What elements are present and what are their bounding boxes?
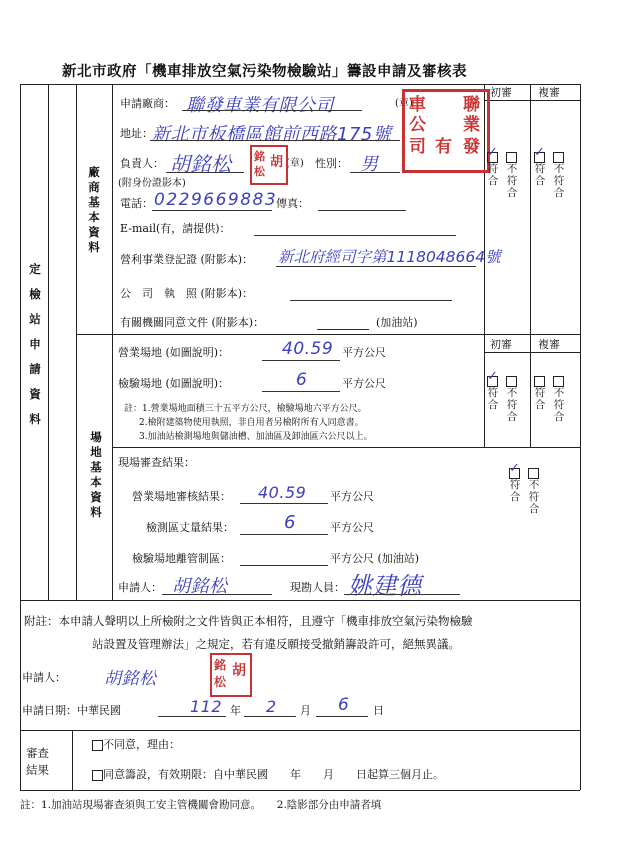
form-title: 新北市政府「機車排放空氣污染物檢驗站」籌設申請及審核表 bbox=[62, 63, 467, 80]
underline bbox=[150, 140, 400, 141]
review-first-header: 初審 bbox=[490, 338, 512, 351]
date-day-unit: 日 bbox=[373, 704, 384, 717]
gender-label: 性別： bbox=[315, 157, 348, 170]
column-divider bbox=[72, 730, 73, 790]
inspector-label: 現勘人員： bbox=[290, 581, 345, 594]
site-second-fail-checkbox[interactable]: 不 符 合 bbox=[553, 376, 565, 423]
inspection-fail-checkbox[interactable]: 不 符 合 bbox=[528, 468, 540, 515]
site-note-2: 2.檢附建築物使用執照，非自用者另檢附所有人同意書。 bbox=[139, 418, 364, 428]
underline bbox=[158, 716, 226, 717]
unit-label: 平方公尺 bbox=[330, 521, 374, 534]
biz-check-value: 40.59 bbox=[258, 483, 307, 502]
column-divider bbox=[112, 84, 113, 600]
site-note-1: 註：1.營業場地面積三十五平方公尺，檢驗場地六平方公尺。 bbox=[124, 404, 367, 414]
vendor-name-label: 申請廠商： bbox=[120, 97, 175, 110]
site-applicant-label: 申請人： bbox=[118, 581, 162, 594]
underline bbox=[152, 210, 272, 211]
inspection-label: 現場審查結果： bbox=[118, 456, 195, 469]
review-column-divider bbox=[530, 84, 531, 334]
underline bbox=[182, 110, 362, 111]
underline bbox=[162, 594, 272, 595]
test-check-value: 6 bbox=[284, 512, 296, 533]
underline bbox=[290, 300, 452, 301]
site-applicant-value: 胡銘松 bbox=[172, 576, 228, 597]
phone-value: 0229669883 bbox=[154, 190, 278, 210]
review-result-label: 審查 結果 bbox=[26, 746, 49, 777]
column-divider bbox=[48, 84, 49, 600]
declaration-applicant-value: 胡銘松 bbox=[104, 669, 157, 689]
distance-label: 檢驗場地離管制區： bbox=[132, 552, 231, 565]
underline bbox=[262, 360, 340, 361]
underline bbox=[344, 594, 460, 595]
review-column-divider bbox=[484, 334, 485, 447]
vendor-name-value: 聯發車業有限公司 bbox=[186, 95, 334, 116]
underline bbox=[240, 534, 328, 535]
date-month-value: 2 bbox=[266, 697, 277, 716]
profit-label: 營利事業登記證 (附影本)： bbox=[120, 253, 254, 266]
biz-area-value: 40.59 bbox=[282, 339, 334, 359]
consent-suffix: (加油站) bbox=[376, 316, 418, 329]
site-note-3: 3.加油站檢測場地與儲油槽、加油區及卸油區六公尺以上。 bbox=[139, 432, 373, 442]
table-bottom-border bbox=[20, 790, 580, 791]
biz-check-label: 營業場地審核結果： bbox=[132, 490, 231, 503]
address-label: 地址： bbox=[120, 127, 153, 140]
declaration-line-1: 附註：本申請人聲明以上所檢附之文件皆與正本相符，且遵守「機車排放空氣污染物檢驗 bbox=[24, 614, 473, 628]
review-header-line bbox=[484, 352, 580, 353]
column-divider bbox=[76, 84, 77, 600]
consent-label: 有關機關同意文件 (附影本)： bbox=[120, 316, 265, 329]
seal-label: (章) bbox=[395, 98, 413, 109]
phone-label: 電話： bbox=[120, 197, 153, 210]
declaration-applicant-label: 申請人： bbox=[22, 671, 66, 684]
date-day-value: 6 bbox=[338, 695, 350, 715]
date-year-value: 112 bbox=[190, 697, 223, 716]
owner-seal-stamp: 銘 胡 松 bbox=[250, 145, 288, 185]
underline bbox=[276, 266, 476, 267]
underline bbox=[262, 391, 340, 392]
site-first-fail-checkbox[interactable]: 不 符 合 bbox=[506, 376, 518, 423]
section-divider bbox=[112, 447, 580, 448]
applicant-seal-stamp: 銘 胡 松 bbox=[210, 653, 252, 697]
date-label: 申請日期：中華民國 bbox=[22, 704, 121, 717]
inspection-pass-checkbox[interactable]: ✓ 符 合 bbox=[509, 468, 521, 503]
profit-value: 新北府經司字第1118048664號 bbox=[278, 248, 501, 266]
first-review-pass-checkbox[interactable]: ✓ 符 合 bbox=[487, 152, 499, 187]
section-vendor-label: 廠 商 基 本 資 料 bbox=[88, 165, 100, 254]
agree-option[interactable]: 同意籌設，有效期限：自中華民國 年 月 日起算三個月止。 bbox=[92, 768, 444, 782]
underline bbox=[244, 716, 296, 717]
section-site-label: 場 地 基 本 資 料 bbox=[90, 430, 102, 519]
id-note: (附身份證影本) bbox=[118, 178, 186, 189]
underline bbox=[318, 210, 406, 211]
review-first-header: 初審 bbox=[490, 86, 512, 99]
review-header-line bbox=[484, 100, 580, 101]
side-label: 定 檢 站 申 請 資 料 bbox=[29, 262, 41, 426]
date-year-unit: 年 bbox=[230, 704, 241, 717]
test-area-label: 檢驗場地 (如圖說明)： bbox=[118, 377, 230, 390]
table-top-border bbox=[20, 84, 580, 85]
distance-suffix: 平方公尺 (加油站) bbox=[330, 552, 420, 565]
declaration-line-2: 站設置及管理辦法」之規定，若有違反願接受撤銷籌設許可，絕無異議。 bbox=[92, 637, 460, 651]
footnote: 註：1.加油站現場審查須與工安主管機關會勘同意。 2.陰影部分由申請者填 bbox=[20, 799, 382, 811]
fax-label: 傳真： bbox=[276, 197, 309, 210]
table-row-border bbox=[20, 730, 580, 731]
seal2-label: (章) bbox=[286, 158, 304, 169]
first-review-fail-checkbox[interactable]: 不 符 合 bbox=[506, 152, 518, 199]
unit-label: 平方公尺 bbox=[330, 490, 374, 503]
unit-label: 平方公尺 bbox=[342, 346, 386, 359]
test-area-value: 6 bbox=[296, 370, 308, 390]
gender-value: 男 bbox=[360, 154, 379, 175]
agree-checkbox[interactable] bbox=[92, 770, 103, 781]
section-divider bbox=[76, 334, 580, 335]
disagree-option[interactable]: 不同意，理由： bbox=[92, 738, 180, 752]
review-second-header: 複審 bbox=[538, 86, 560, 99]
underline bbox=[240, 565, 328, 566]
inspector-signature: 姚建德 bbox=[348, 572, 422, 600]
underline bbox=[166, 172, 244, 173]
date-month-unit: 月 bbox=[300, 704, 311, 717]
table-right-border bbox=[580, 84, 581, 790]
table-left-border bbox=[20, 84, 21, 790]
unit-label: 平方公尺 bbox=[342, 377, 386, 390]
underline bbox=[240, 503, 328, 504]
underline bbox=[254, 235, 456, 236]
biz-area-label: 營業場地 (如圖說明)： bbox=[118, 346, 230, 359]
second-review-pass-checkbox[interactable]: ✓ 符 合 bbox=[534, 152, 546, 187]
second-review-fail-checkbox[interactable]: 不 符 合 bbox=[553, 152, 565, 199]
disagree-checkbox[interactable] bbox=[92, 740, 103, 751]
address-value: 新北市板橋區館前西路175號 bbox=[152, 124, 392, 145]
underline bbox=[317, 329, 369, 330]
email-label: E-mail(有，請提供)： bbox=[120, 222, 231, 235]
site-first-pass-checkbox[interactable]: ✓ 符 合 bbox=[487, 376, 499, 411]
company-seal-stamp: 聯 車 業 發 公 有 司 bbox=[402, 89, 490, 173]
underline bbox=[350, 172, 400, 173]
test-check-label: 檢測區丈量結果： bbox=[146, 521, 234, 534]
underline bbox=[316, 716, 368, 717]
owner-value: 胡銘松 bbox=[170, 152, 232, 176]
license-label: 公 司 執 照 (附影本)： bbox=[120, 287, 254, 300]
table-row-border bbox=[20, 600, 580, 601]
owner-label: 負責人： bbox=[120, 157, 164, 170]
review-second-header: 複審 bbox=[538, 338, 560, 351]
review-column-divider bbox=[530, 334, 531, 447]
site-second-pass-checkbox[interactable]: 符 合 bbox=[534, 376, 546, 411]
